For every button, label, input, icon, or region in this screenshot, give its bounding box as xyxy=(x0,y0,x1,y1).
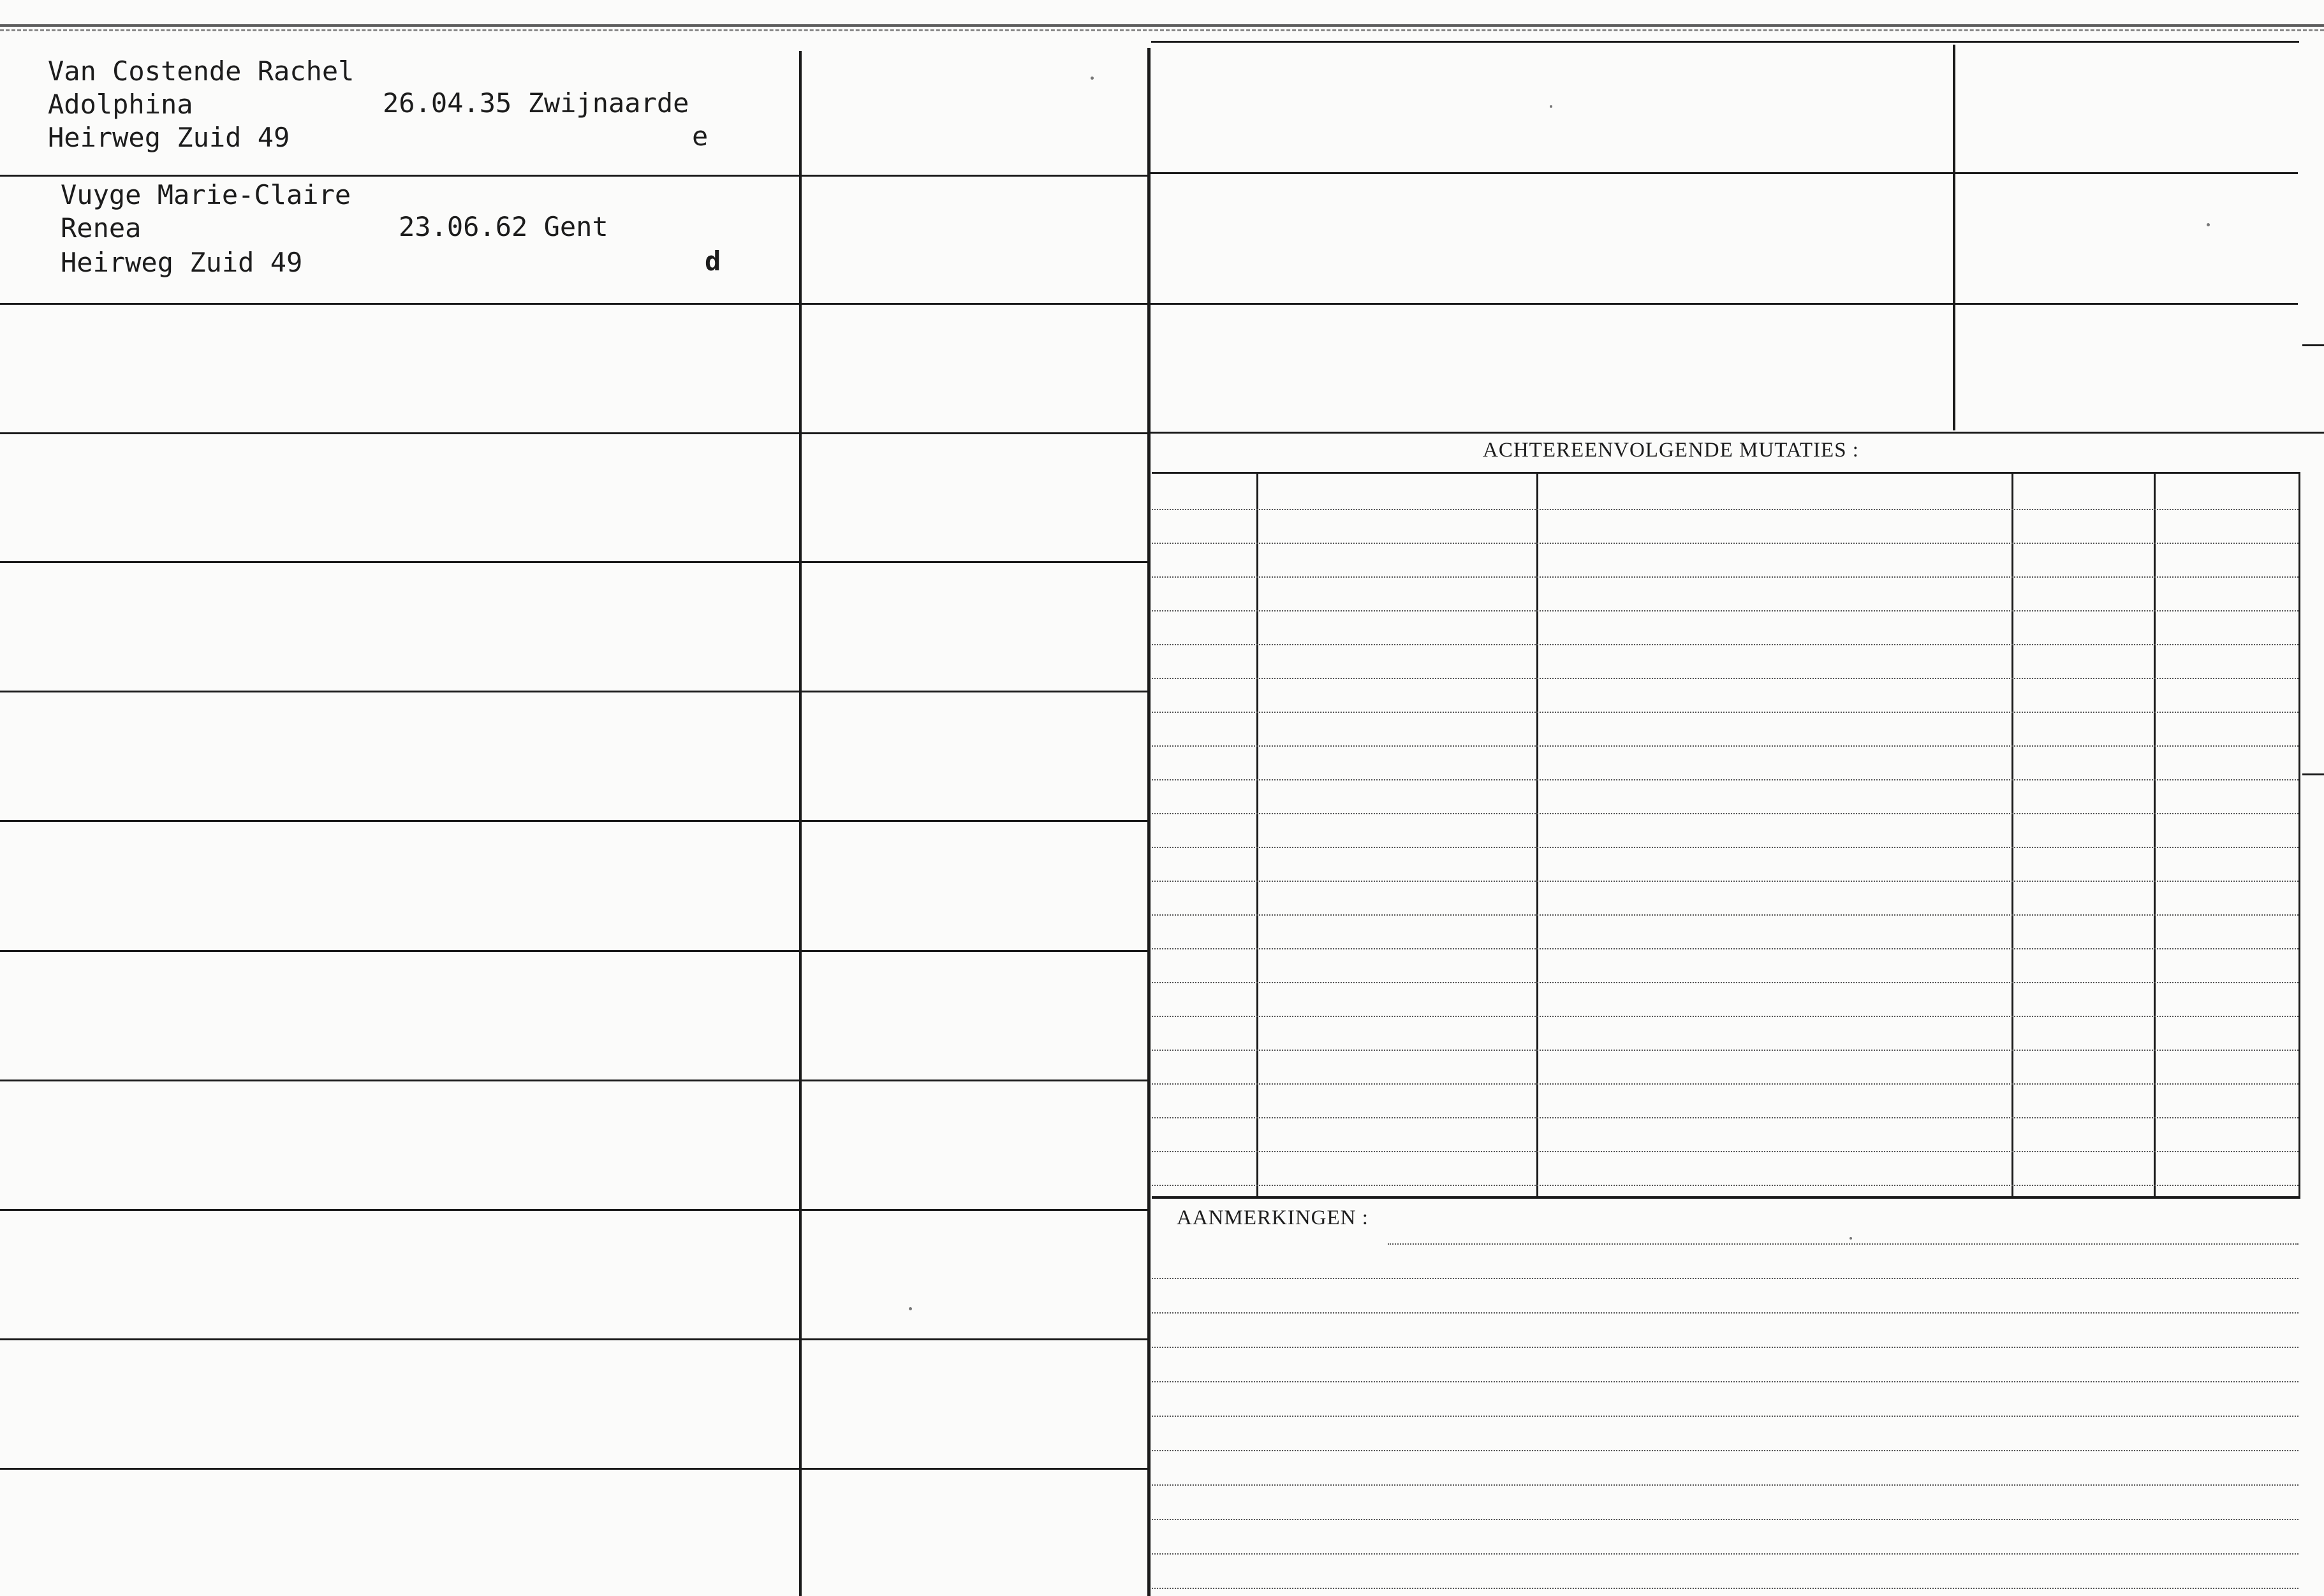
aanmerkingen-line xyxy=(1152,1416,2298,1417)
row-line xyxy=(0,175,1149,177)
record-1-birth: 26.04.35 Zwijnaarde xyxy=(383,87,689,119)
top-border-dots xyxy=(0,29,2324,31)
mutaties-line xyxy=(1152,847,2298,848)
mutaties-line xyxy=(1152,948,2298,949)
record-2-address: Heirweg Zuid 49 xyxy=(61,247,303,278)
mutaties-col-4 xyxy=(2154,472,2156,1197)
mutaties-line xyxy=(1152,1151,2298,1152)
aanmerkingen-lines xyxy=(1152,1199,2300,1596)
record-2-given: Renea xyxy=(61,212,142,244)
record-2-birth: 23.06.62 Gent xyxy=(399,211,608,242)
mutaties-col-3 xyxy=(2011,472,2013,1197)
margin-tick xyxy=(2302,773,2324,775)
aanmerkingen-line xyxy=(1388,1243,2298,1245)
aanmerkingen-line xyxy=(1152,1312,2298,1314)
mutaties-line xyxy=(1152,543,2298,544)
mutaties-col-1 xyxy=(1256,472,1258,1197)
mutaties-table xyxy=(1152,472,2300,1199)
mutaties-line xyxy=(1152,576,2298,578)
aanmerkingen-line xyxy=(1152,1484,2298,1486)
right-row-line xyxy=(1150,172,2298,174)
record-1-code: e xyxy=(692,121,709,152)
top-border-inner xyxy=(1151,41,2299,43)
scan-speck xyxy=(1850,1237,1852,1240)
row-line xyxy=(0,1468,1149,1470)
record-1-given: Adolphina xyxy=(48,89,193,120)
mutaties-line xyxy=(1152,982,2298,983)
scan-speck xyxy=(1550,105,1552,108)
row-line xyxy=(0,950,1149,952)
aanmerkingen-line xyxy=(1152,1278,2298,1279)
aanmerkingen-line xyxy=(1152,1381,2298,1382)
mutaties-col-2 xyxy=(1536,472,1538,1197)
aanmerkingen-line xyxy=(1152,1347,2298,1348)
mutaties-line xyxy=(1152,779,2298,780)
aanmerkingen-line xyxy=(1152,1588,2298,1589)
mutaties-line xyxy=(1152,745,2298,747)
scan-speck xyxy=(1091,77,1094,80)
mutaties-line xyxy=(1152,1050,2298,1051)
row-line xyxy=(0,1209,1149,1211)
mutaties-line xyxy=(1152,1083,2298,1085)
record-2 xyxy=(0,177,797,302)
record-1-name: Van Costende Rachel xyxy=(48,55,355,87)
aanmerkingen-line xyxy=(1152,1519,2298,1520)
right-row-line xyxy=(1150,303,2298,305)
record-1-address: Heirweg Zuid 49 xyxy=(48,122,290,153)
column-divider-3 xyxy=(1953,45,1955,430)
aanmerkingen-line xyxy=(1152,1553,2298,1555)
mutaties-line xyxy=(1152,881,2298,882)
mutaties-title: ACHTEREENVOLGENDE MUTATIES : xyxy=(1483,439,1859,462)
mutaties-line xyxy=(1152,813,2298,814)
right-row-line xyxy=(1150,432,2324,434)
row-line xyxy=(0,1080,1149,1081)
margin-tick xyxy=(2302,344,2324,346)
aanmerkingen-line xyxy=(1152,1450,2298,1451)
mutaties-line xyxy=(1152,678,2298,679)
mutaties-line xyxy=(1152,1117,2298,1118)
mutaties-line xyxy=(1152,712,2298,713)
row-line xyxy=(0,432,1149,434)
row-line xyxy=(0,691,1149,692)
aanmerkingen-title: AANMERKINGEN : xyxy=(1177,1206,1369,1229)
scan-speck xyxy=(2207,223,2210,226)
row-line xyxy=(0,820,1149,822)
column-divider-1 xyxy=(799,51,802,1596)
mutaties-line xyxy=(1152,644,2298,645)
mutaties-line xyxy=(1152,1185,2298,1186)
row-line xyxy=(0,561,1149,563)
mutaties-line xyxy=(1152,914,2298,916)
mutaties-line xyxy=(1152,1016,2298,1017)
scan-speck xyxy=(909,1307,912,1310)
mutaties-line xyxy=(1152,610,2298,611)
column-divider-2 xyxy=(1147,48,1151,1596)
mutaties-top-line xyxy=(1152,472,2300,474)
row-line xyxy=(0,303,1149,305)
record-2-name: Vuyge Marie-Claire xyxy=(61,179,351,210)
record-1 xyxy=(0,51,797,173)
top-border xyxy=(0,24,2324,27)
row-line xyxy=(0,1338,1149,1340)
mutaties-line xyxy=(1152,509,2298,510)
record-2-code: d xyxy=(705,245,721,277)
